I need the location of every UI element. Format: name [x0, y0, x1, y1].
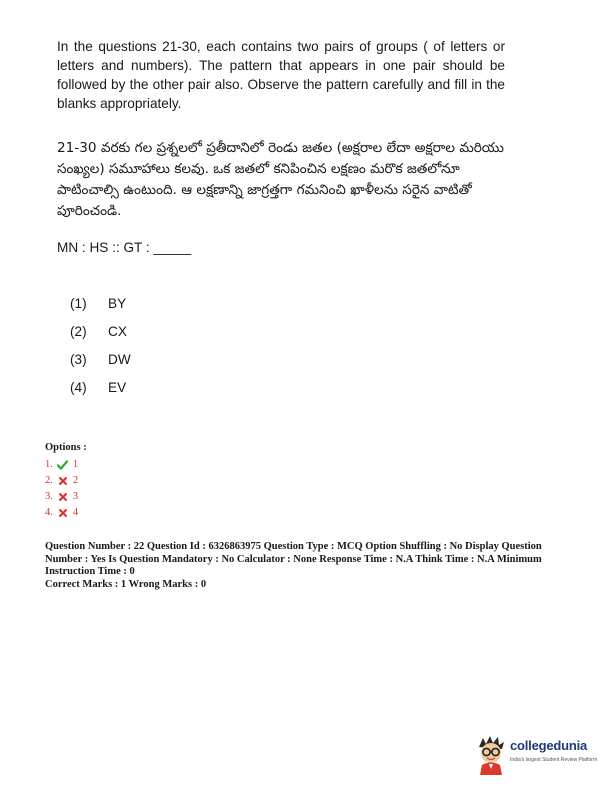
question-choices: [70, 296, 131, 408]
question-metadata: [45, 541, 570, 591]
cross-icon: [56, 505, 70, 521]
choice-number: (1): [70, 296, 87, 311]
option-index: 3.: [45, 491, 53, 502]
options-title: Options :: [45, 442, 87, 453]
cross-icon: [56, 473, 70, 489]
option-row: [45, 505, 87, 521]
option-row: [45, 489, 87, 505]
logo-brand: collegedunia: [510, 738, 588, 753]
collegedunia-logo: [474, 735, 604, 775]
option-index: 4.: [45, 507, 53, 518]
option-value: 2: [72, 475, 79, 486]
choice-item: [70, 324, 131, 352]
choice-text: EV: [108, 380, 127, 395]
cross-icon: [56, 489, 70, 505]
mascot-icon: [474, 735, 508, 775]
choice-text: CX: [108, 324, 127, 339]
question-text-english: In the questions 21-30, each contains two pairs of groups ( of letters or letters and numbers). The pattern that appears in one pair should be followed by the other pair also. Observe the pattern carefully and fill in the blanks appropriately.: [57, 39, 505, 111]
choice-number: (4): [70, 380, 87, 395]
option-row: [45, 473, 87, 489]
logo-tagline: India's largest Student Review Platform: [510, 757, 598, 763]
choice-number: (2): [70, 324, 87, 339]
choice-text: DW: [108, 352, 131, 367]
metadata-line: Question Number : 22 Question Id : 6326863975 Question Type : MCQ Option Shuffling : No Display Question Number : Yes Is Question Mandatory : No Calculator : None Response Time : N.A Think Time : N.A Minimum Instruction Time : 0: [45, 541, 542, 577]
options-list: [45, 442, 87, 521]
choice-item: [70, 380, 131, 408]
option-value: 1: [72, 459, 79, 470]
check-icon: [56, 457, 70, 473]
marks-line: Correct Marks : 1 Wrong Marks : 0: [45, 578, 207, 590]
option-index: 2.: [45, 475, 53, 486]
choice-item: [70, 296, 131, 324]
question-text-telugu: 21-30 వరకు గల ప్రశ్నలలో ప్రతీదానిలో రెండు జతల (అక్షరాల లేదా అక్షరాల మరియు సంఖ్యల) సమూహాలు కలవు. ఒక జతలో కనిపించిన లక్షణం మరొక జతలోనూ పాటించాల్సి ఉంటుంది. ఆ లక్షణాన్ని జాగ్రత్తగా గమనించి ఖాళీలను సరైన వాటితో పూరించండి.: [57, 140, 504, 219]
choice-item: [70, 352, 131, 380]
choice-number: (3): [70, 352, 87, 367]
option-row: [45, 457, 87, 473]
option-value: 4: [72, 507, 79, 518]
choice-text: BY: [108, 296, 127, 311]
option-value: 3: [72, 491, 79, 502]
question-expression: MN : HS :: GT : _____: [57, 240, 192, 255]
option-index: 1.: [45, 459, 53, 470]
